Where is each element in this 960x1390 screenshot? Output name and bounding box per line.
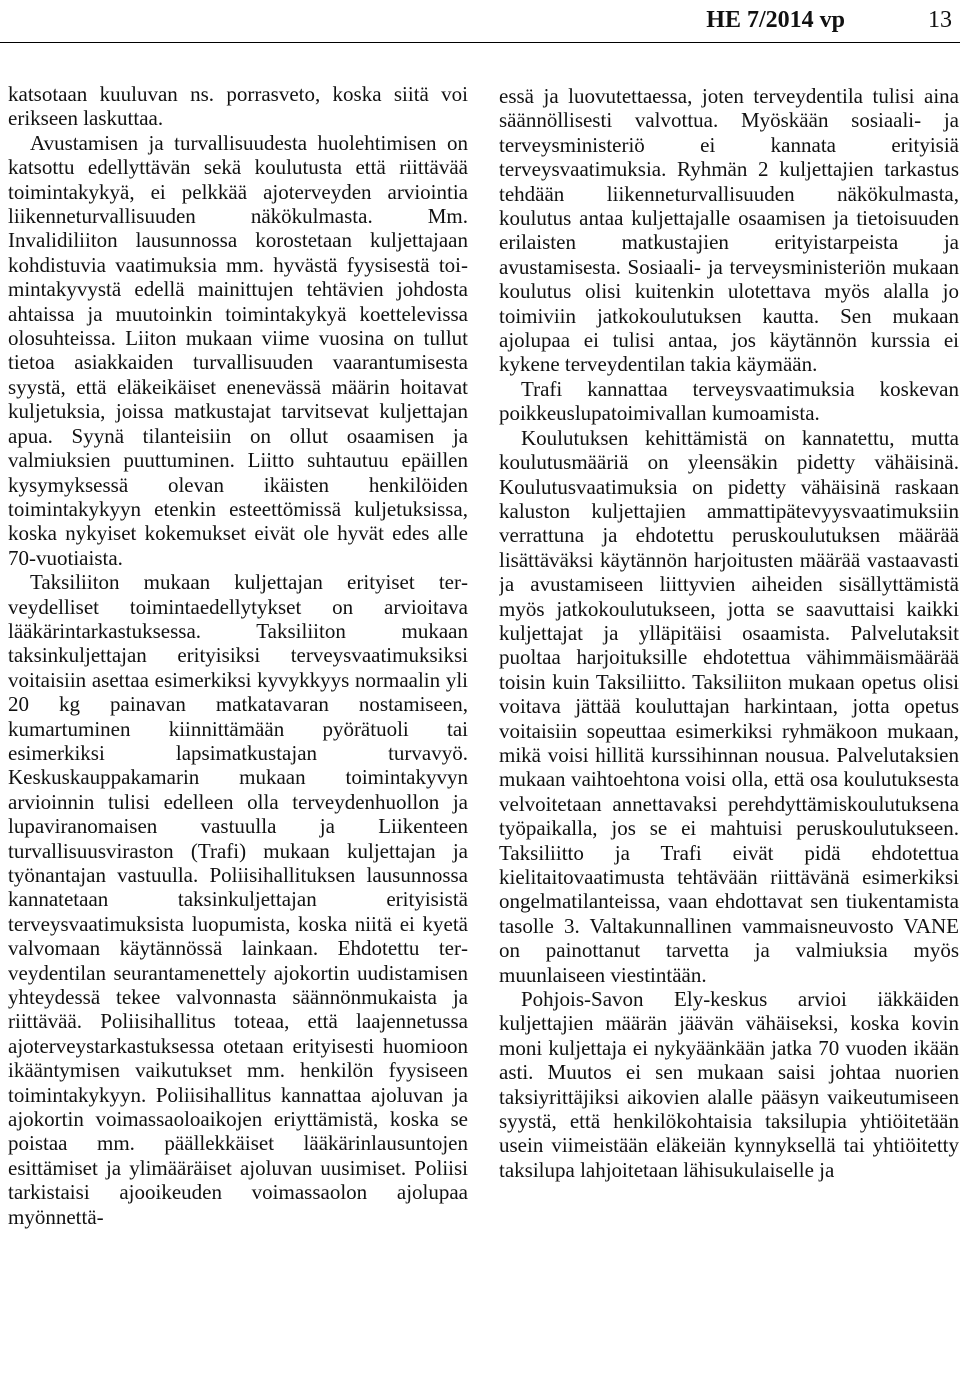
paragraph: Trafi kannattaa terveysvaatimuksia koskevan poikkeuslupatoimivallan kumoamista.: [499, 376, 959, 426]
right-column: [499, 84, 959, 1389]
paragraph: Pohjois-Savon Ely-keskus arvioi iäkkäiden kuljettajien määrän jäävän vähäiseksi, koska kovin moni kuljettaja ei nykyäänkään jatka 70 vuoden ikään asti. Muutos ei sen mukaan saisi johtaa nuorien taksiyrittäjiksi aikovien alalle pääsyn vaikeutumiseen syystä, että henkilökohtaisia taksilupia yhtiöitetään usein viimeistään eläkeiän kynnyksellä tai yhtiöitetty taksilupa lahjoitetaan lähisukulaiselle ja: [499, 987, 959, 1182]
paragraph: Taksiliiton mukaan kuljettajan erityiset terveydelliset toimintaedellytykset on arvioitava lääkärintarkastuksessa. Taksiliiton mukaan taksinkuljettajan erityisiksi terveysvaatimuksiksi voitaisiin asettaa esimerkiksi kyvykkyys normaalin yli 20 kg painavan matkatavaran nostamiseen, kumartuminen kiinnittämään pyörätuoli tai esimerkiksi lapsimatkustajan turvavyö. Keskuskauppakamarin mukaan toimintakyvyn arvioinnin tulisi edelleen olla terveydenhuollon ja lupaviranomaisen vastuulla ja Liikenteen turvallisuusviraston (Trafi) mukaan kuljettajan ja työnantajan vastuulla. Poliisihallituksen lausunnossa kannatetaan taksinkuljettajan erityisistä terveysvaatimuksista luopumista, koska niitä ei kyetä valvomaan käytännössä lainkaan. Ehdotettu terveydentilan seurantamenettely ajokortin uudistamisen yhteydessä tekee valvonnasta säännönmukaista ja riittävää. Poliisihallitus toteaa, että laajennetussa ajoterveystarkastuksessa otetaan erityisesti huomioon ikääntymisen vaikutukset mm. henkilön fyysiseen toimintakykyyn. Poliisihallitus kannattaa ajoluvan ja ajokortin voimassaoloaikojen eriyttämistä, koska se poistaa mm. päällekkäiset lääkärinlausuntojen esittämiset ja ylimääräiset ajoluvan uusimiset. Poliisi tarkistaisi ajooikeuden voimassaolon ajolupaa myönnettä-: [8, 570, 468, 1229]
paragraph: Koulutuksen kehittämistä on kannatettu, mutta koulutusmääriä on yleensäkin pidetty vähäisinä. Koulutusvaatimuksia on pidetty vähäisinä raskaan kaluston kuljettajien ammattipätevyysvaatimuksiin verrattuna ja ehdotettu peruskoulutuksen määrää lisättäväksi käytännön harjoitusten määrää vastaavasti ja avustamiseen liittyvien aiheiden sisällyttämistä myös jatkokoulutukseen, jotta se saavuttaisi kaikki kuljettajat ja ylläpitäisi osaamista. Palvelutaksit puoltaa harjoituksille ehdotettua vähimmäismäärää toisin kuin Taksiliitto. Taksiliiton mukaan opetus olisi voitava jättää kouluttajan harkintaan, jotta opetus voitaisiin sopeuttaa esimerkiksi ryhmäkoon mukaan, mikä voisi hillitä kurssihinnan nousua. Palvelutaksien mukaan vaihtoehtona voisi olla, että osa koulutuksesta velvoitetaan annettavaksi perehdyttämiskoulutuksena työpaikalla, jos se ei mahtuisi peruskoulutukseen. Taksiliitto ja Trafi eivät pidä ehdotettua kielitaitovaatimusta tehtävään riittävänä esimerkiksi ongelmatilanteissa, vaan ehdottavat sen tiukentamista tasolle 3. Valtakunnallinen vammaisneuvosto VANE on painottanut tarvetta ja valmiuksia myös muunlaiseen viestintään.: [499, 425, 959, 987]
header-divider: [0, 42, 960, 43]
page-header: [0, 0, 960, 44]
paragraph: essä ja luovutettaessa, joten terveydentila tulisi aina säännöllisesti valvottua. Myöskään sosiaali- ja terveysministeriö ei kannata erityisiä terveysvaatimuksia. Ryhmän 2 kuljettajien tarkastus tehdään liikenneturvallisuuden näkökulmasta, koulutus antaa kuljettajalle osaamisen ja tietoisuuden erilaisten matkustajien erityistarpeista ja avustamisesta. Sosiaali- ja terveysministeriön mukaan koulutus olisi kuitenkin ulotettava myös alalla jo toimiviin jatkokoulutuksen kautta. Sen mukaan ajolupaa ei tulisi antaa, jos käytännön kurssia ei kykene terveydentilan takia käymään.: [499, 84, 959, 377]
page-number: 13: [928, 7, 952, 33]
document-reference: HE 7/2014 vp: [706, 7, 845, 33]
paragraph: Avustamisen ja turvallisuudesta huolehtimisen on katsottu edellyttävän sekä koulutusta että riittävää toimintakykyä, ei pelkkää ajoterveyden arviointia liikenneturvallisuuden näkökulmasta. Mm. Invalidiliiton lausunnossa korostetaan kuljettajaan kohdistuvia vaatimuksia mm. hyvästä fyysisestä toimintakyvystä edellä mainittujen tehtävien johdosta ahtaissa ja muutoinkin toimintakykyä koettelevissa olosuhteissa. Liiton mukaan viime vuosina on tullut tietoa asiakkaiden turvallisuuden vaarantumisesta syystä, että eläkeikäiset enenevässä määrin hoitavat kuljetuksia, joissa matkustajat tarvitsevat kuljettajan apua. Syynä tilanteisiin on ollut osaamisen ja valmiuksien puuttuminen. Liitto suhtautuu epäillen kysymyksessä olevan ikäisten henkilöiden toimintakykyyn etenkin esteettömissä kuljetuksissa, koska nykyiset kokemukset eivät ole hyvät edes alle 70-vuotiaista.: [8, 130, 468, 570]
paragraph: katsotaan kuuluvan ns. porrasveto, koska siitä voi erikseen laskuttaa.: [8, 82, 468, 131]
left-column: [8, 82, 468, 1387]
